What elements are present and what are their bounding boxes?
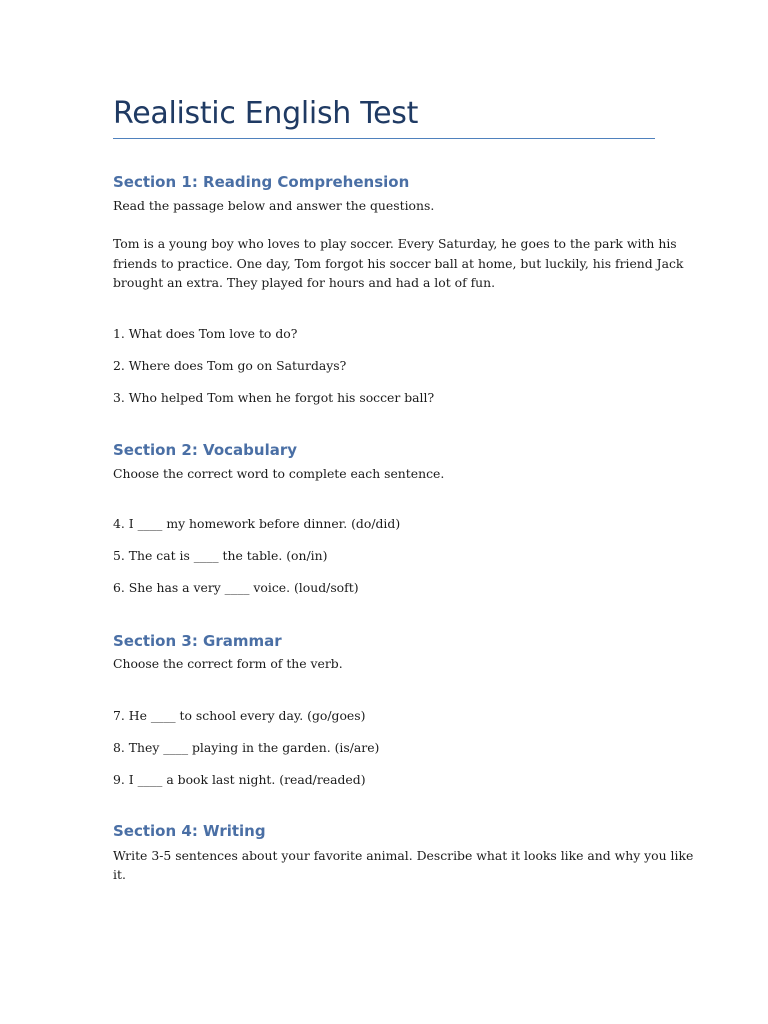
passage-line-1: Tom is a young boy who loves to play soccer. Every Saturday, he goes to the park with his bbox=[113, 236, 677, 251]
question-9: 9. I ____ a book last night. (read/readed) bbox=[113, 772, 366, 787]
passage-line-3: brought an extra. They played for hours and had a lot of fun. bbox=[113, 275, 496, 290]
title-underline bbox=[113, 138, 655, 139]
section-4-instruction-line-1: Write 3-5 sentences about your favorite animal. Describe what it looks like and why you like bbox=[113, 848, 694, 863]
section-1-instruction: Read the passage below and answer the questions. bbox=[113, 198, 435, 213]
passage-line-2: friends to practice. One day, Tom forgot his soccer ball at home, but luckily, his friend Jack bbox=[113, 255, 684, 271]
section-4-heading: Section 4: Writing bbox=[113, 822, 266, 840]
question-5: 5. The cat is ____ the table. (on/in) bbox=[113, 548, 328, 563]
section-1-heading: Section 1: Reading Comprehension bbox=[113, 173, 410, 191]
question-2: 2. Where does Tom go on Saturdays? bbox=[113, 358, 347, 373]
section-3-instruction: Choose the correct form of the verb. bbox=[113, 656, 343, 671]
question-1: 1. What does Tom love to do? bbox=[113, 326, 298, 341]
document-title: Realistic English Test bbox=[113, 96, 419, 131]
section-3-heading: Section 3: Grammar bbox=[113, 632, 282, 650]
question-8: 8. They ____ playing in the garden. (is/are) bbox=[113, 740, 380, 755]
question-7: 7. He ____ to school every day. (go/goes) bbox=[113, 708, 366, 723]
question-4: 4. I ____ my homework before dinner. (do/did) bbox=[113, 516, 401, 531]
section-4-instruction-line-2: it. bbox=[113, 867, 126, 882]
question-3: 3. Who helped Tom when he forgot his soccer ball? bbox=[113, 390, 435, 405]
question-6: 6. She has a very ____ voice. (loud/soft) bbox=[113, 580, 359, 595]
section-2-heading: Section 2: Vocabulary bbox=[113, 441, 298, 459]
section-2-instruction: Choose the correct word to complete each sentence. bbox=[113, 466, 445, 481]
